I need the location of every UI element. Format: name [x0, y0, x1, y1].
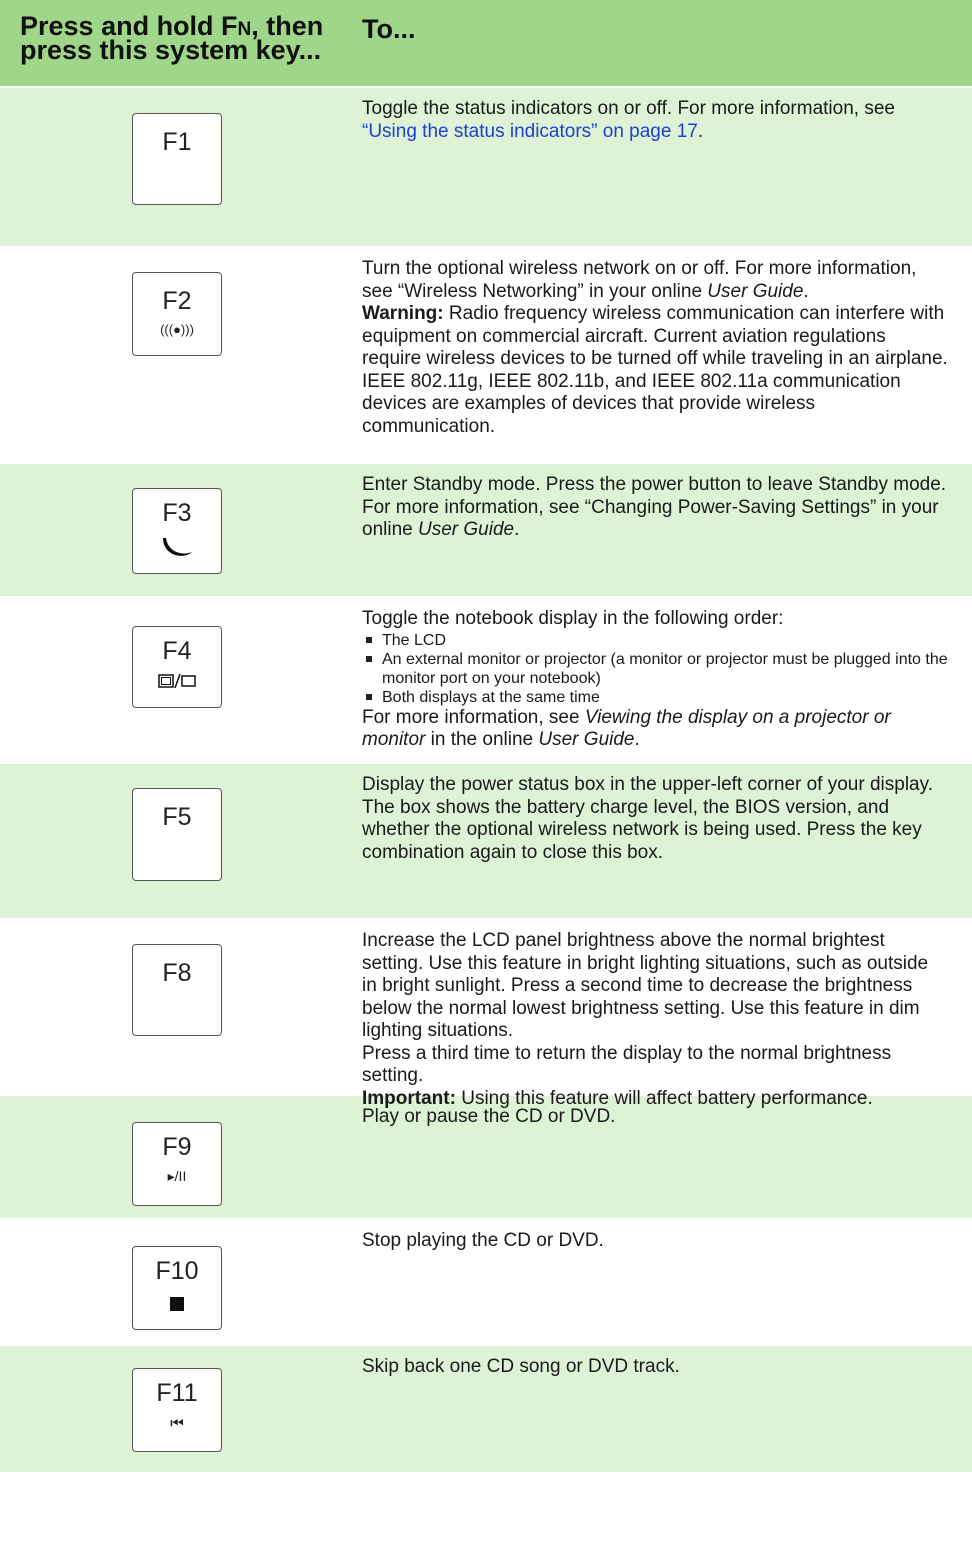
table-row-f5	[0, 764, 972, 920]
table-row-f2	[0, 248, 972, 464]
table-row-f11	[0, 1346, 972, 1474]
key-f11: F11 ⏮	[132, 1368, 222, 1452]
skip-back-icon: ⏮	[170, 1414, 184, 1432]
header-action-column: To...	[362, 14, 416, 44]
key-f4: F4	[132, 626, 222, 708]
key-f5: F5	[132, 788, 222, 881]
key-f3: F3	[132, 488, 222, 574]
description-f1: Toggle the status indicators on or off. For more information, see “Using the status indicators” on page 17.	[362, 98, 895, 142]
table-header	[0, 0, 972, 88]
table-row-f10	[0, 1220, 972, 1346]
key-f9: F9 ▸/II	[132, 1122, 222, 1206]
description-f9: Play or pause the CD or DVD.	[362, 1106, 616, 1127]
list-item: The LCD	[382, 631, 948, 650]
table-row-f8	[0, 920, 972, 1109]
table-row-f1	[0, 88, 972, 248]
fn-key-name: n	[237, 11, 252, 41]
key-f2: F2 (((●)))	[132, 272, 222, 356]
important-label: Important:	[362, 1087, 456, 1109]
description-f5: Display the power status box in the upper-left corner of your display. The box shows the battery charge level, the BIOS version, and whether the optional wireless network is being used. Press the key combination again to close this box.	[362, 774, 933, 863]
header-line-2: press this system key...	[20, 35, 322, 65]
description-f10: Stop playing the CD or DVD.	[362, 1230, 604, 1251]
standby-moon-icon	[133, 534, 221, 558]
description-f3: Enter Standby mode. Press the power button to leave Standby mode. For more information, see “Changing Power-Saving Settings” in your online User Guide.	[362, 474, 947, 540]
list-item: Both displays at the same time	[382, 688, 948, 707]
table-row-f4	[0, 598, 972, 764]
wireless-icon: (((●)))	[160, 322, 194, 337]
description-f4: Toggle the notebook display in the following order: The LCD An external monitor or projector (a monitor or projector must be plugged into the monitor port on your notebook) Both displays at the same time For more information, see Viewing the display on a projector or monitor in the online User Guide.	[362, 608, 948, 750]
stop-icon	[133, 1292, 221, 1316]
key-f8: F8	[132, 944, 222, 1036]
description-f2: Turn the optional wireless network on or off. For more information, see “Wireless Networking” in your online User Guide. Warning: Radio frequency wireless communication can interfere with equipment on commercial aircraft. Current aviation regulations require wireless devices to be turned off while traveling in an airplane. IEEE 802.11g, IEEE 802.11b, and IEEE 802.11a communication devices are examples of devices that provide wireless communication.	[362, 258, 948, 437]
description-f11: Skip back one CD song or DVD track.	[362, 1356, 680, 1377]
header-line-1: Press and hold Fn, then	[20, 11, 324, 41]
table-row-f3	[0, 464, 972, 598]
key-f10: F10	[132, 1246, 222, 1330]
table-row-f9	[0, 1096, 972, 1220]
status-indicators-link[interactable]: “Using the status indicators” on page 17	[362, 120, 698, 142]
list-item: An external monitor or projector (a monitor or projector must be plugged into the monitor port on your notebook)	[382, 650, 948, 687]
display-order-list	[362, 631, 948, 707]
play-pause-icon: ▸/II	[167, 1168, 187, 1184]
header-key-column	[0, 0, 352, 86]
description-f8: Increase the LCD panel brightness above the normal brightest setting. Use this feature in bright lighting situations, such as outside in bright sunlight. Press a second time to decrease the brightness below the normal lowest brightness setting. Use this feature in dim lighting situations. Press a third time to return the display to the normal brightness setting. Important: Using this feature will affect battery performance.	[362, 930, 929, 1109]
warning-label: Warning:	[362, 303, 444, 324]
key-f1: F1	[132, 113, 222, 205]
display-toggle-icon	[133, 672, 221, 696]
